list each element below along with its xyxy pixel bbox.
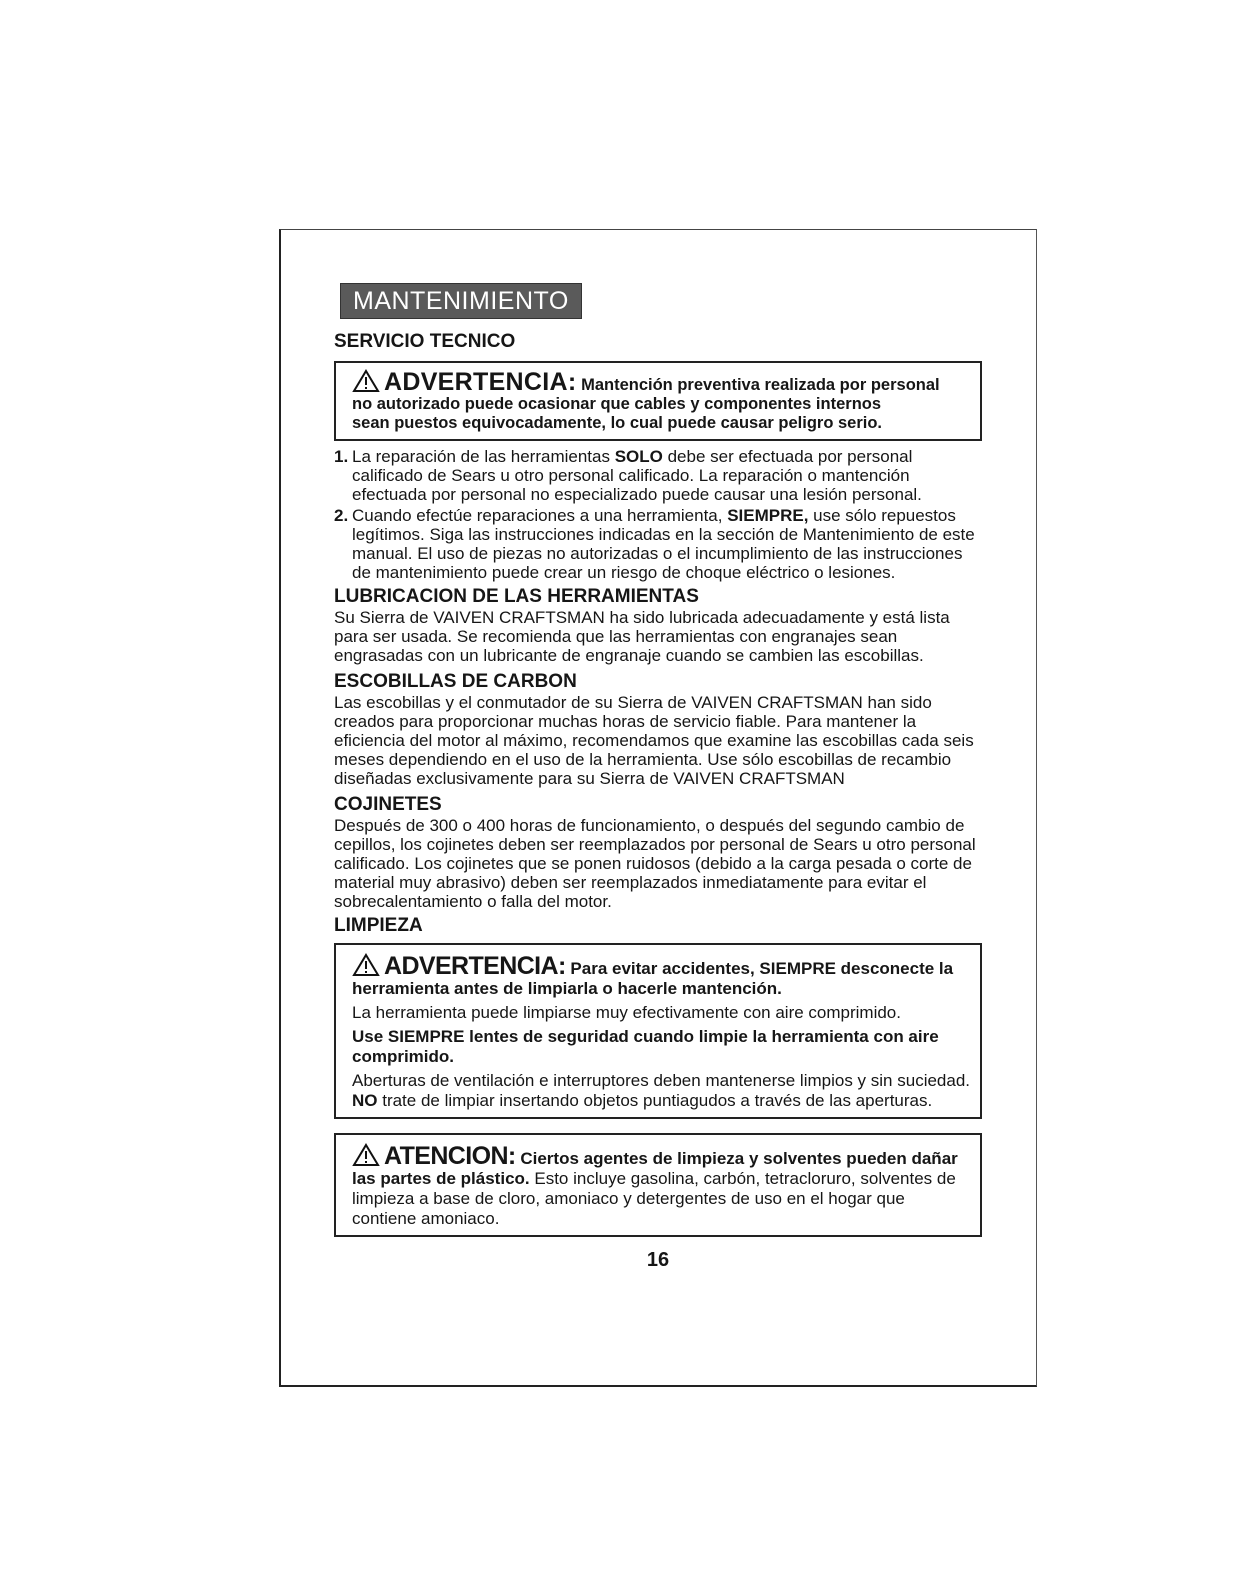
cojinetes-heading: COJINETES [334, 794, 442, 815]
servicio-list [334, 447, 982, 582]
servicio-warning-line-1 [352, 369, 968, 395]
limpieza-warning-title: ADVERTENCIA: [384, 952, 566, 980]
warning-triangle-icon [352, 1143, 380, 1167]
servicio-warning-box [334, 361, 982, 441]
warning-triangle-icon [352, 953, 380, 977]
servicio-warning-line-2: no autorizado puede ocasionar que cables y componentes internos [352, 395, 882, 413]
page-number: 16 [646, 1249, 670, 1271]
atencion-body-text: Esto incluye gasolina, carbón, tetracloruro, solventes de limpieza a base de cloro, amoniaco y detergentes de uso en el hogar que contiene amoniaco. [352, 1169, 956, 1228]
list-item-bold: SIEMPRE, [727, 506, 809, 525]
page-content [334, 283, 982, 1272]
list-item-text: use sólo repuestos legítimos. Siga las instrucciones indicadas en la sección de Mantenimiento de este manual. El uso de piezas no autorizadas o el incumplimiento de las instrucciones de mantenimiento puede crear un riesgo de choque eléctrico o lesiones. [352, 506, 975, 582]
servicio-warning-line-3: sean puestos equivocadamente, lo cual puede causar peligro serio. [352, 414, 883, 432]
list-item-text: debe ser efectuada por personal calificado de Sears u otro personal calificado. La reparación o mantención efectuada por personal no especializado puede causar una lesión personal. [352, 447, 922, 504]
limpieza-warning-box [334, 943, 982, 1119]
limpieza-para-4-rest: trate de limpiar insertando objetos puntiagudos a través de las aperturas. [377, 1091, 933, 1110]
limpieza-warning-head [352, 953, 970, 999]
escobillas-text: Las escobillas y el conmutador de su Sierra de VAIVEN CRAFTSMAN han sido creados para proporcionar muchas horas de servicio fiable. Para mantener la eficiencia del motor al máximo, recomendamos que examine las escobillas cada seis meses dependiendo en el uso de la herramienta. Use sólo escobillas de recambio diseñadas exclusivamente para su Sierra de VAIVEN CRAFTSMAN [334, 693, 974, 788]
list-item-bold: SOLO [614, 447, 663, 466]
servicio-warning-title: ADVERTENCIA: [384, 368, 577, 396]
escobillas-heading: ESCOBILLAS DE CARBON [334, 671, 577, 692]
list-item-text: Cuando efectúe reparaciones a una herramienta, [352, 506, 728, 525]
list-item [334, 506, 982, 582]
lubricacion-text: Su Sierra de VAIVEN CRAFTSMAN ha sido lubricada adecuadamente y está lista para ser usada. Se recomienda que las herramientas con engranajes sean engrasadas con un lubricante de engranaje cuando se cambien las escobillas. [334, 608, 950, 665]
list-item-number: 1. [334, 447, 349, 466]
servicio-heading: SERVICIO TECNICO [334, 331, 516, 352]
limpieza-para-4-bold: NO [352, 1091, 378, 1110]
atencion-bold-text: Ciertos agentes de limpieza y solventes pueden dañar las partes de plástico. [352, 1149, 958, 1188]
lubricacion-heading: LUBRICACION DE LAS HERRAMIENTAS [334, 586, 699, 607]
limpieza-warning-title-rest: Para evitar accidentes, SIEMPRE desconecte la herramienta antes de limpiarla o hacerle mantención. [352, 959, 954, 998]
atencion-box [334, 1133, 982, 1237]
limpieza-heading: LIMPIEZA [334, 915, 423, 936]
atencion-title: ATENCION: [384, 1142, 516, 1170]
list-item-number: 2. [334, 506, 349, 525]
limpieza-para-1: La herramienta puede limpiarse muy efectivamente con aire comprimido. [352, 1003, 901, 1022]
limpieza-para-4 [352, 1091, 970, 1111]
list-item-text: La reparación de las herramientas [352, 447, 615, 466]
limpieza-para-2: Use SIEMPRE lentes de seguridad cuando limpie la herramienta con aire comprimido. [352, 1027, 939, 1066]
limpieza-para-3: Aberturas de ventilación e interruptores deben mantenerse limpios y sin suciedad. [352, 1071, 971, 1090]
warning-triangle-icon [352, 369, 380, 393]
list-item [334, 447, 982, 504]
atencion-text [352, 1143, 970, 1229]
servicio-warning-text-1: Mantención preventiva realizada por personal [581, 376, 940, 394]
section-title: MANTENIMIENTO [340, 283, 582, 319]
cojinetes-text: Después de 300 o 400 horas de funcionamiento, o después del segundo cambio de cepillos, los cojinetes deben ser reemplazados por personal de Sears u otro personal calificado. Los cojinetes que se ponen ruidosos (debido a la carga pesada o corte de material muy abrasivo) deben ser reemplazados inmediatamente para evitar el sobrecalentamiento o falla del motor. [334, 816, 976, 911]
